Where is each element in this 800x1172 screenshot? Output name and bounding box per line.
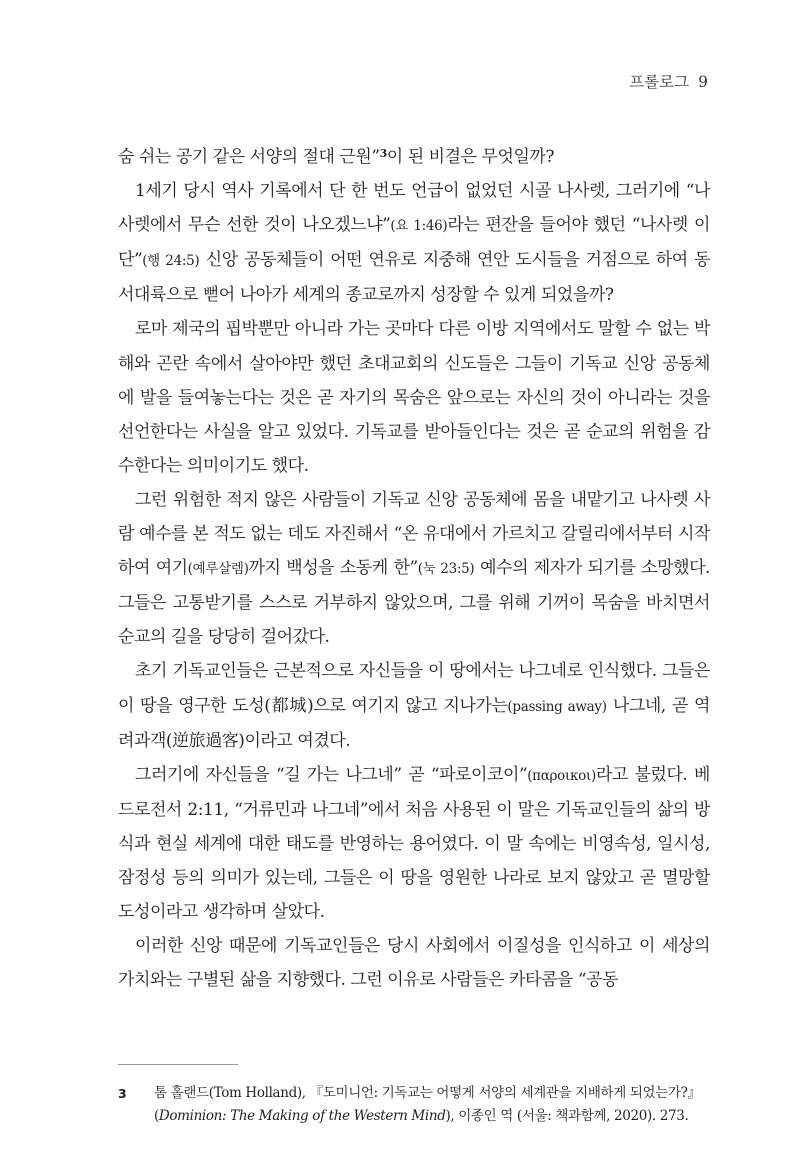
paragraph-2: 1세기 당시 역사 기록에서 단 한 번도 언급이 없었던 시골 나사렛, 그러기에 “나사렛에서 무슨 선한 것이 나오겠느냐”(요 1:46)라는 편잔을 들어야 했던 “나사렛 이단”(행 24:5) 신앙 공동체들이 어떤 연유로 지중해 연안 도시들을 거점으로 하여 동서대륙으로 뻗어 나아가 세계의 종교로까지 성장할 수 있게 되었을까? (118, 181, 710, 306)
scripture-ref: (행 24:5) (142, 253, 200, 270)
paragraph-4: 그런 위험한 적지 않은 사람들이 기독교 신앙 공동체에 몸을 내맡기고 나사렛 사람 예수를 본 적도 없는 데도 자진해서 “온 유대에서 가르치고 갈릴리에서부터 시작하여 여기(예루살렘)까지 백성을 소동케 한”(눅 23:5) 예수의 제자가 되기를 소망했다. 그들은 고통받기를 스스로 거부하지 않았으며, 그를 위해 기꺼이 목숨을 바치면서 순교의 길을 당당히 걸어갔다. (118, 489, 710, 648)
footnote-text: 톰 홀랜드(Tom Holland), 『도미니언: 기독교는 어떻게 서양의 세계관을 지배하게 되었는가?』(Dominion: The Making of the Western Mind), 이종인 역 (서울: 책과함께, 2020). 273. (154, 1085, 701, 1124)
paragraph-6: 그러기에 자신들을 “길 가는 나그네” 곧 “파로이코이”(παροικοι)라고 불렀다. 베드로전서 2:11, “거류민과 나그네”에서 처음 사용된 이 말은 기독교인들의 삶의 방식과 현실 세계에 대한 태도를 반영하는 용어였다. 이 말 속에는 비영속성, 일시성, 잠정성 등의 의미가 있는데, 그들은 이 땅을 영원한 나라로 보지 않았고 곧 멸망할 도성이라고 생각하며 살았다. (118, 764, 710, 923)
inline-note: (passing away) (507, 698, 607, 715)
scripture-ref: (눅 23:5) (417, 561, 475, 578)
footnote-number: 3 (118, 1086, 127, 1101)
greek-term: (παροικοι) (527, 767, 596, 784)
footnote-divider (118, 1064, 238, 1065)
paragraph-7: 이러한 신앙 때문에 기독교인들은 당시 사회에서 이질성을 인식하고 이 세상의 가치와는 구별된 삶을 지향했다. 그런 이유로 사람들은 카타콤을 “공동 (118, 936, 710, 991)
footnote-ref-3[interactable]: 3 (379, 147, 387, 160)
chapter-title: 프롤로그 (629, 73, 690, 91)
page-number: 9 (698, 73, 708, 91)
inline-note: (예루살렘) (187, 561, 249, 578)
body-text (118, 140, 710, 997)
paragraph-3: 로마 제국의 핍박뿐만 아니라 가는 곳마다 다른 이방 지역에서도 말할 수 없는 박해와 곤란 속에서 살아야만 했던 초대교회의 신도들은 그들이 기독교 신앙 공동체에 발을 들여놓는다는 것은 곧 자기의 목숨은 앞으로는 자신의 것이 아니라는 것을 선언한다는 사실을 알고 있었다. 기독교를 받아들인다는 것은 곧 순교의 위험을 감수한다는 의미이기도 했다. (118, 319, 710, 476)
footnote-3 (118, 1082, 710, 1128)
paragraph-5: 초기 기독교인들은 근본적으로 자신들을 이 땅에서는 나그네로 인식했다. 그들은 이 땅을 영구한 도성(都城)으로 여기지 않고 지나가는(passing away) 나그네, 곧 역려과객(逆旅過客)이라고 여겼다. (118, 661, 710, 751)
running-header (629, 70, 708, 92)
scripture-ref: (요 1:46) (390, 218, 448, 235)
book-title-italic: Dominion: The Making of the Western Mind (158, 1108, 446, 1124)
paragraph-1: 숨 쉬는 공기 같은 서양의 절대 근원”$^3$이 된 비결은 무엇일까? (118, 147, 555, 167)
